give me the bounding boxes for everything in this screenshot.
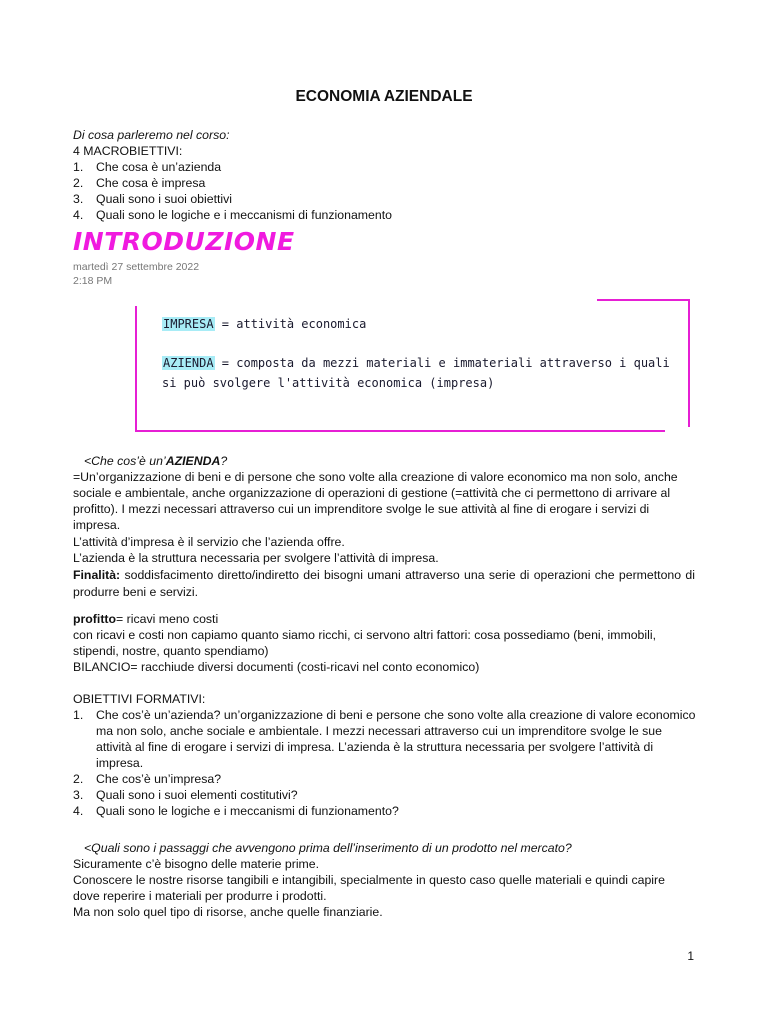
highlighted-term-azienda: AZIENDA xyxy=(163,356,214,370)
list-number: 2. xyxy=(73,772,84,786)
macro-objectives-heading: 4 MACROBIETTIVI: xyxy=(73,144,183,158)
passaggi-line-2: Conoscere le nostre risorse tangibili e intangibili, specialmente in questo caso quelle materiali e quindi capire dove reperire i materiali per produrre i prodotti. xyxy=(73,873,665,903)
ink-frame-top xyxy=(597,299,690,301)
obiettivi-heading: OBIETTIVI FORMATIVI: xyxy=(73,692,206,706)
finalita-text: soddisfacimento diretto/indiretto dei bisogni umani attraverso una serie di operazioni che permettono di produrre beni e servizi. xyxy=(73,568,695,599)
list-item xyxy=(73,175,697,191)
finalita-paragraph xyxy=(73,567,695,601)
list-number: 2. xyxy=(73,176,84,190)
page-number: 1 xyxy=(687,949,694,963)
macro-objectives-list xyxy=(73,159,697,223)
list-item xyxy=(73,191,697,207)
list-number: 4. xyxy=(73,208,84,222)
list-item-text: Che cos’è un’impresa? xyxy=(96,772,222,786)
list-item xyxy=(73,803,697,819)
highlighted-term-impresa: IMPRESA xyxy=(163,317,214,331)
azienda-definition-2: si può svolgere l'attività economica (impresa) xyxy=(162,376,495,390)
passaggi-question: <Quali sono i passaggi che avvengono prima dell’inserimento di un prodotto nel mercato? xyxy=(84,841,572,855)
question-keyword: AZIENDA xyxy=(165,454,221,468)
note-time: 2:18 PM xyxy=(73,275,113,287)
question-suffix: ? xyxy=(220,454,228,468)
profitto-label: profitto xyxy=(73,612,117,626)
azienda-definition-1: = composta da mezzi materiali e immateriali attraverso i quali xyxy=(214,356,670,370)
list-item-text: Quali sono i suoi obiettivi xyxy=(96,192,233,206)
document-title: ECONOMIA AZIENDALE xyxy=(295,88,473,105)
ink-frame-right xyxy=(688,299,690,427)
ink-frame-bottom xyxy=(135,430,665,432)
list-item-text: Quali sono i suoi elementi costitutivi? xyxy=(96,788,298,802)
list-item-text: Che cosa è impresa xyxy=(96,176,206,190)
list-item xyxy=(73,787,697,803)
handwritten-azienda-line xyxy=(162,355,670,371)
list-number: 1. xyxy=(73,708,84,722)
list-item xyxy=(73,771,697,787)
handwritten-impresa-line xyxy=(162,316,366,332)
passaggi-line-1: Sicuramente c’è bisogno delle materie prime. xyxy=(73,857,320,871)
list-item-text: Quali sono le logiche e i meccanismi di funzionamento xyxy=(96,208,392,222)
list-item-text: Che cosa è un’azienda xyxy=(96,160,222,174)
passaggi-line-3: Ma non solo quel tipo di risorse, anche quelle finanziarie. xyxy=(73,905,383,919)
profitto-line xyxy=(73,611,695,627)
azienda-definition: =Un’organizzazione di beni e di persone che sono volte alla creazione di valore economico ma non solo, anche sociale e ambientale, anche organizzazione di operazioni di gestione (=attività che ci permettono di arrivare al profitto). I mezzi necessari attraverso cui un imprenditore svolge le sue attività al fine di erogare i servizi di impresa. xyxy=(73,470,678,532)
profitto-line-2: con ricavi e costi non capiamo quanto siamo ricchi, ci servono altri fattori: cosa possediamo (beni, immobili, stipendi, nostre, quanto spendiamo) xyxy=(73,628,656,658)
list-item xyxy=(73,707,697,771)
list-number: 3. xyxy=(73,788,84,802)
course-intro-subtitle: Di cosa parleremo nel corso: xyxy=(73,128,230,142)
note-date: martedì 27 settembre 2022 xyxy=(73,261,200,273)
impresa-definition: = attività economica xyxy=(214,317,367,331)
list-item xyxy=(73,207,697,223)
finalita-label: Finalità: xyxy=(73,568,121,582)
azienda-line-3: L’azienda è la struttura necessaria per svolgere l’attività di impresa. xyxy=(73,551,439,565)
obiettivi-list xyxy=(73,707,697,819)
profitto-text: = ricavi meno costi xyxy=(116,612,219,626)
list-number: 4. xyxy=(73,804,84,818)
section-heading-introduzione: INTRODUZIONE xyxy=(73,227,295,256)
ink-frame-left xyxy=(135,306,137,432)
question-prefix: <Che cos’è un’ xyxy=(84,454,166,468)
list-number: 3. xyxy=(73,192,84,206)
azienda-question xyxy=(84,453,706,469)
bilancio-line: BILANCIO= racchiude diversi documenti (costi-ricavi nel conto economico) xyxy=(73,660,480,674)
azienda-line-2: L’attività d’impresa è il servizio che l’azienda offre. xyxy=(73,535,345,549)
list-item xyxy=(73,159,697,175)
list-number: 1. xyxy=(73,160,84,174)
list-item-text: Che cos’è un’azienda? un’organizzazione di beni e persone che sono volte alla creazione di valore economico ma non solo, anche sociale e ambientale. I mezzi necessari attraverso cui un imprenditore svolge le sue attività al fine di erogare i servizi di impresa. L’azienda è la struttura necessaria per svolgere l’attività di impresa. xyxy=(96,708,696,770)
list-item-text: Quali sono le logiche e i meccanismi di funzionamento? xyxy=(96,804,399,818)
